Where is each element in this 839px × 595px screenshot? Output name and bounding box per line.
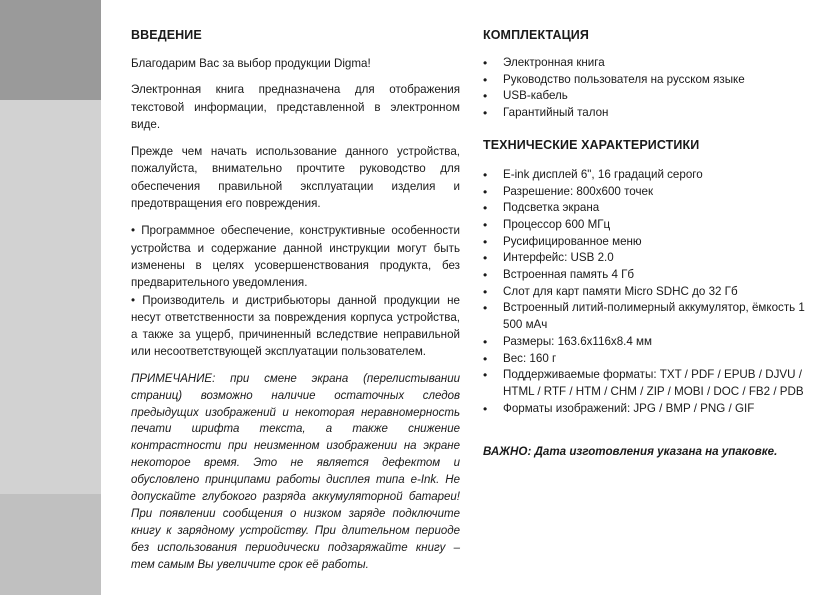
bullet-icon: • [483, 284, 488, 299]
bullet-icon: • [483, 184, 488, 199]
bullet-icon: • [483, 401, 488, 416]
list-item: • Процессор 600 МГц [483, 217, 611, 232]
list-item: • Руководство пользователя на русском языке [483, 72, 745, 87]
bullet-icon: • [483, 351, 488, 366]
intro-greeting: Благодарим Вас за выбор продукции Digma! [131, 57, 371, 70]
bullet-icon: • [483, 368, 488, 383]
list-item: • Разрешение: 800x600 точек [483, 184, 654, 199]
list-item: • Встроенная память 4 Гб [483, 268, 635, 283]
intro-column [131, 28, 460, 584]
bullet-icon: • [483, 72, 488, 87]
list-item: • Подсветка экрана [483, 201, 600, 216]
side-color-bar [0, 0, 101, 595]
bullet-icon: • [483, 201, 488, 216]
kit-heading: КОМПЛЕКТАЦИЯ [483, 28, 589, 42]
bullet-icon: • [483, 334, 488, 349]
list-item: • Слот для карт памяти Micro SDHC до 32 Гб [483, 284, 738, 299]
side-bar-light-segment [0, 100, 101, 494]
list-item: • Электронная книга [483, 56, 605, 70]
intro-note: ПРИМЕЧАНИЕ: при смене экрана (перелистывании страниц) возможно наличие остаточных следов предыдущих изображений и некоторая неравномерность печати шрифта текста, а также снижение контрастности при неизменном изображении на экране некоторое время. Это не является дефектом и обусловлено принципами работы дисплея типа e-Ink. Не допускайте глубокого разряда аккумуляторной батареи! При появлении сообщения о низком заряде подключите книгу к зарядному устройству. При длительном периоде без использования периодически подзаряжайте книгу – тем самым Вы увеличите срок её работы. [131, 372, 460, 571]
bullet-icon: • [483, 234, 488, 249]
bullet-icon: • [483, 56, 488, 70]
list-item: • E-ink дисплей 6", 16 градаций серого [483, 167, 703, 182]
bullet-icon: • [483, 217, 488, 232]
list-item: • Вес: 160 г [483, 351, 557, 366]
kit-list [483, 55, 813, 122]
manufacture-date-notice: ВАЖНО: Дата изготовления указана на упаковке. [483, 445, 778, 459]
intro-liability-disclaimer: • Производитель и дистрибьюторы данной продукции не несут ответственности за повреждения корпуса устройства, а также за ущерб, причиненный вследствие неправильной или несоответствующей эксплуатации пользователем. [131, 293, 460, 359]
list-item: • Встроенный литий-полимерный аккумулятор, ёмкость 1 500 мАч [483, 301, 805, 332]
specs-column [483, 28, 813, 460]
list-item: • Интерфейс: USB 2.0 [483, 251, 614, 266]
list-item: • Размеры: 163.6x116x8.4 мм [483, 334, 652, 349]
list-item: • Русифицированное меню [483, 234, 642, 249]
bullet-icon: • [483, 89, 488, 104]
specs-list [483, 167, 813, 418]
intro-heading: ВВЕДЕНИЕ [131, 28, 202, 42]
list-item: • Гарантийный талон [483, 106, 609, 121]
intro-read-manual: Прежде чем начать использование данного устройства, пожалуйста, внимательно прочтите руководство для обеспечения правильной эксплуатации изделия и предотвращения его повреждения. [131, 145, 460, 211]
side-bar-bottom-segment [0, 494, 101, 595]
list-item: • USB-кабель [483, 89, 568, 104]
specs-heading: ТЕХНИЧЕСКИЕ ХАРАКТЕРИСТИКИ [483, 137, 700, 152]
intro-software-disclaimer: • Программное обеспечение, конструктивные особенности устройства и содержание данной инструкции могут быть изменены в целях усовершенствования продукта, без предварительного уведомления. [131, 224, 460, 290]
list-item: • Форматы изображений: JPG / BMP / PNG / GIF [483, 401, 755, 416]
bullet-icon: • [483, 106, 488, 121]
list-item: • Поддерживаемые форматы: TXT / PDF / EPUB / DJVU / HTML / RTF / HTM / CHM / ZIP / MOBI / DOC / FB2 / PDB [483, 368, 804, 398]
bullet-icon: • [483, 251, 488, 266]
bullet-icon: • [483, 301, 488, 316]
intro-purpose: Электронная книга предназначена для отображения текстовой информации, представленной в электронном виде. [131, 83, 460, 131]
bullet-icon: • [483, 268, 488, 283]
bullet-icon: • [483, 167, 488, 182]
side-bar-dark-segment [0, 0, 101, 100]
